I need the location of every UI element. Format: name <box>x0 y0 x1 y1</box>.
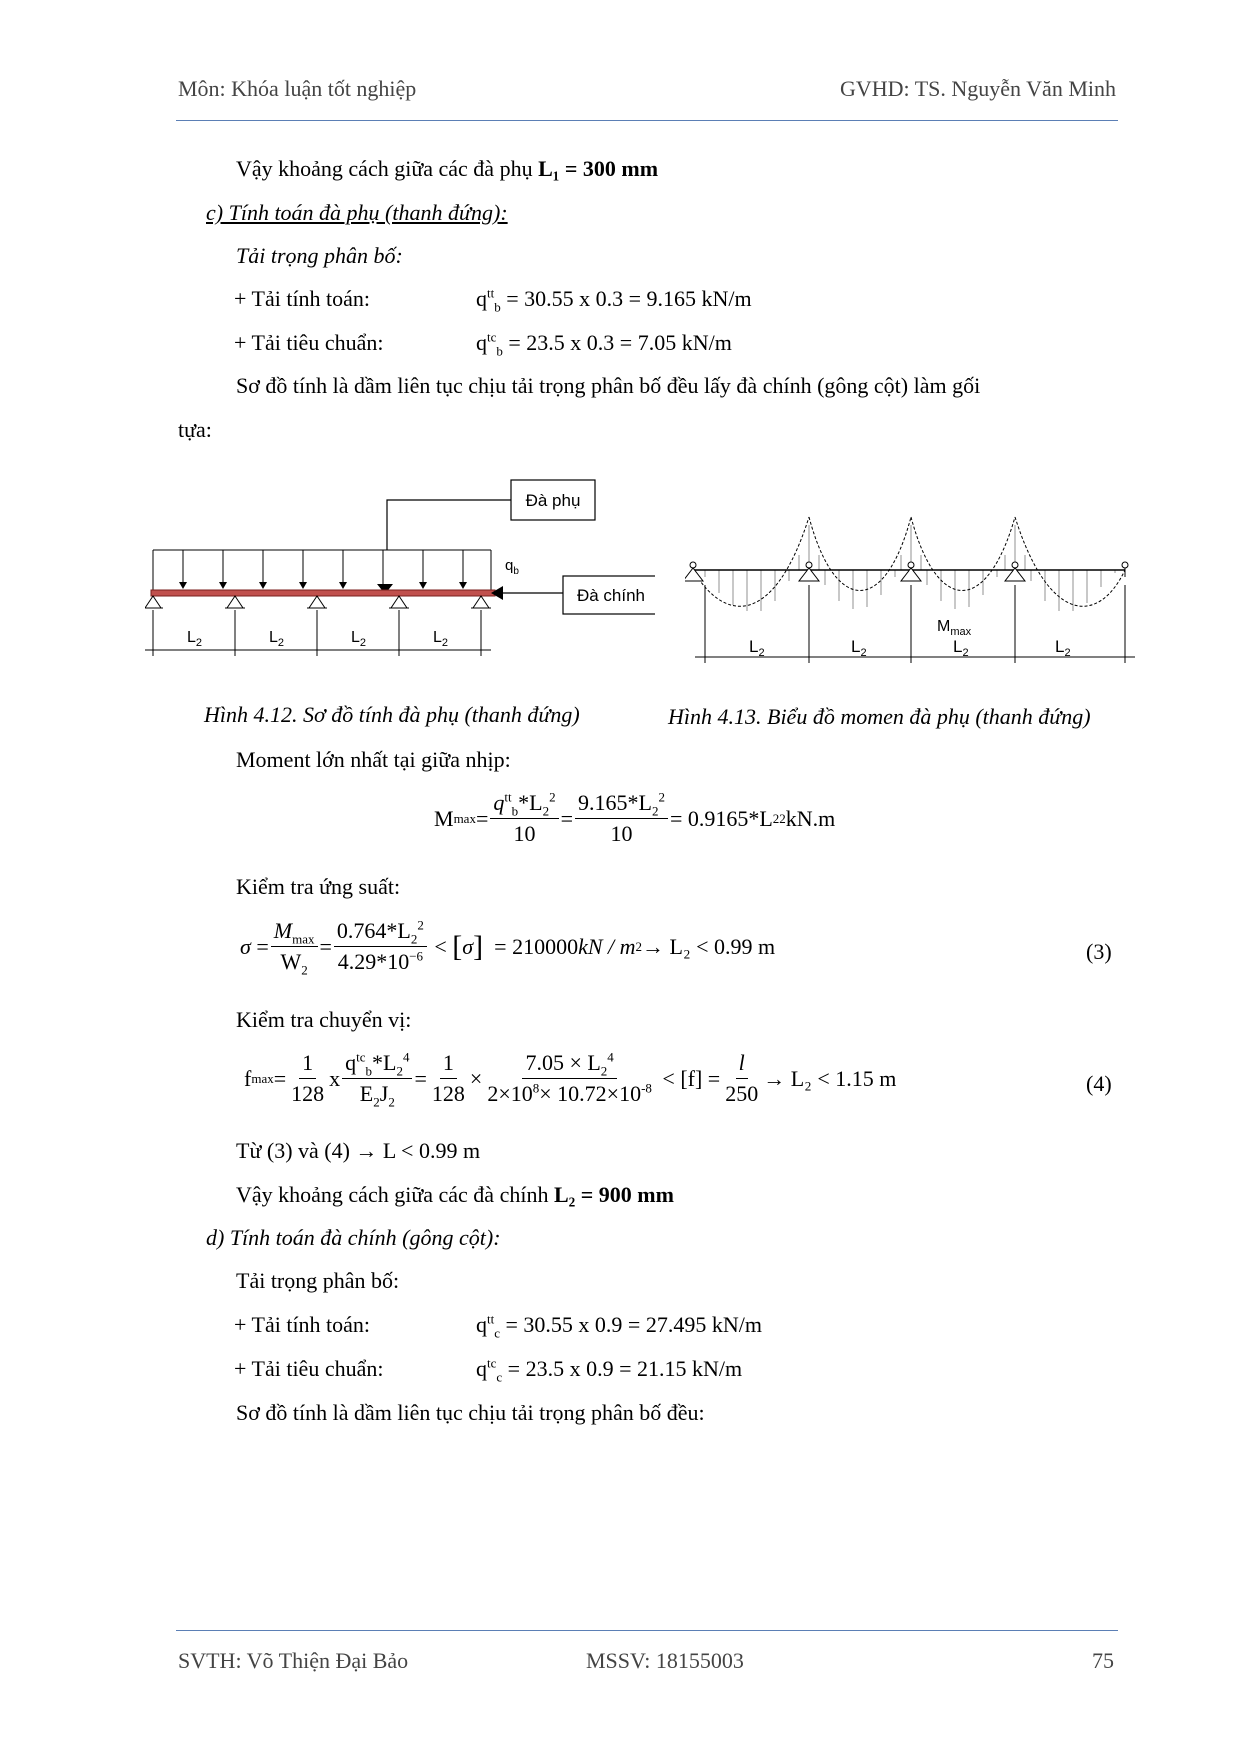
stress-fraction-2 <box>334 918 427 975</box>
l-sub: 2 <box>651 803 659 819</box>
deflection-fraction-4 <box>484 1050 655 1107</box>
supports <box>685 562 1128 581</box>
den: 128 <box>431 1081 465 1106</box>
equation-number-4: (4) <box>1086 1071 1112 1096</box>
supports <box>145 596 491 608</box>
scheme-c-line1: Sơ đồ tính là dầm liên tục chịu tải trọng phân bố đều lấy đà chính (gông cột) làm gối <box>236 373 981 398</box>
num-rest: *L <box>518 790 543 815</box>
l-sub: 2 <box>542 803 550 819</box>
span-label-3: $L_2$ <box>953 637 969 659</box>
equation-number-3: (3) <box>1086 939 1112 964</box>
d-calc-label: + Tải tính toán: <box>234 1312 371 1337</box>
c-std-label: + Tải tiêu chuẩn: <box>234 330 384 355</box>
load-title-d: Tải trọng phân bố: <box>236 1268 400 1293</box>
l1-value: L₁ = 300 mm <box>538 156 659 181</box>
l-sup: 2 <box>549 789 556 805</box>
figure-4-13 <box>685 515 1155 675</box>
figure-4-13-caption: Hình 4.13. Biểu đồ momen đà phụ (thanh đứng) <box>668 704 1091 729</box>
den-sub: 2 <box>301 962 308 978</box>
num: 1 <box>299 1050 316 1079</box>
den: 250 <box>725 1081 759 1106</box>
den: W <box>280 949 302 974</box>
equation-stress: σ = $\frac{M_{max}}{W_2}$ = $\frac{0.764*L_2^2}{4.29*10^{-6}}$ < [ σ ] = 210000 kN / m 2 → L₂ < 0.99 m <box>240 917 776 978</box>
span-label-1: $L_2$ <box>749 637 765 659</box>
l-sub: 2 <box>410 931 418 947</box>
label-da-phu: Đà phụ <box>525 491 581 510</box>
c-calc-label: + Tải tính toán: <box>234 286 371 311</box>
q-symbol: q <box>476 286 487 311</box>
l-sup: 4 <box>607 1049 614 1065</box>
c-std-value <box>476 329 732 359</box>
f-symbol: f <box>244 1065 252 1091</box>
stress-value: = 210000 <box>494 933 579 959</box>
scheme-c-line2: tựa: <box>178 417 212 442</box>
l1-prefix: Vậy khoảng cách giữa các đà phụ <box>236 156 539 181</box>
q-sup: tt <box>504 789 512 805</box>
deflection-fraction-3 <box>429 1050 468 1107</box>
stress-unit: kN / m <box>578 933 636 959</box>
q-sub: c <box>494 1325 501 1341</box>
label-qb: $q_b$ <box>505 557 519 577</box>
d-std-value <box>476 1355 743 1385</box>
q-sup: tt <box>487 1311 495 1327</box>
num: l <box>736 1050 748 1079</box>
span-label-1: $L_2$ <box>187 629 203 649</box>
num-sub: max <box>292 931 315 947</box>
deflection-intro: Kiểm tra chuyển vị: <box>236 1007 412 1032</box>
footer-rule <box>176 1630 1118 1631</box>
m-symbol: M <box>434 805 454 831</box>
footer-left: SVTH: Võ Thiện Đại Bảo <box>178 1648 409 1673</box>
deflection-fraction-1 <box>288 1050 327 1107</box>
q-sub: b <box>494 299 501 315</box>
l-sup: 2 <box>417 917 424 933</box>
num: 7.05 × L <box>525 1050 601 1075</box>
span-label-4: $L_2$ <box>433 629 449 649</box>
span-label-2: $L_2$ <box>851 637 867 659</box>
num: M <box>273 918 293 943</box>
q-sub: c <box>496 1369 503 1385</box>
e-sub: 2 <box>373 1094 380 1110</box>
equation-moment: M max = $\frac{q^{tt}_b*L_2^2}{10}$ = $\frac{9.165*L_2^2}{10}$ = 0.9165*L 2 2 kN.m <box>434 789 836 846</box>
span-label-4: $L_2$ <box>1055 637 1071 659</box>
moment-intro: Moment lớn nhất tại giữa nhịp: <box>236 747 511 772</box>
header-right: GVHD: TS. Nguyễn Văn Minh <box>839 76 1116 101</box>
times-sign-2: × <box>469 1065 483 1091</box>
q-symbol: q <box>345 1050 357 1075</box>
header-rule <box>176 120 1118 121</box>
load-title-c: Tải trọng phân bố: <box>236 243 403 268</box>
q-symbol: q <box>476 1356 487 1381</box>
load-distribution <box>153 550 491 590</box>
num: 1 <box>440 1050 457 1079</box>
q-sup: tc <box>356 1049 366 1065</box>
l2-value: L₂ = 900 mm <box>553 1182 674 1207</box>
stress-intro: Kiểm tra ứng suất: <box>236 874 401 899</box>
q-sub: b <box>511 803 519 819</box>
deflection-result: → L₂ < 1.15 m <box>763 1065 897 1091</box>
l-sup: 2 <box>658 789 665 805</box>
moment-fraction-2 <box>575 790 668 847</box>
l-sup: 4 <box>402 1049 410 1065</box>
deflection-fraction-5 <box>722 1050 761 1107</box>
moment-curve <box>693 517 1125 606</box>
label-da-chinh: Đà chính <box>576 586 646 605</box>
e-symbol: E <box>359 1081 374 1106</box>
q-symbol: q <box>476 1312 487 1337</box>
q-expr: = 23.5 x 0.3 = 7.05 kN/m <box>502 330 732 355</box>
times-sign: x <box>329 1065 341 1091</box>
q-expr: = 30.55 x 0.9 = 27.495 kN/m <box>500 1312 762 1337</box>
j-symbol: J <box>379 1081 389 1106</box>
den-b: × 10.72×10 <box>539 1081 642 1106</box>
unit: kN.m <box>785 805 836 831</box>
q-symbol: q <box>493 790 505 815</box>
num: 0.764*L <box>336 918 411 943</box>
l-sub: 2 <box>600 1063 608 1079</box>
den: 4.29*10 <box>337 949 410 974</box>
l1-conclusion <box>236 156 658 182</box>
allowable-deflection: < [f] = <box>662 1065 721 1091</box>
scheme-d: Sơ đồ tính là dầm liên tục chịu tải trọng phân bố đều: <box>236 1400 705 1425</box>
c-calc-value <box>476 285 752 315</box>
heading-c: c) Tính toán đà phụ (thanh đứng): <box>206 200 508 225</box>
figure-4-12 <box>145 470 655 670</box>
q-sub: b <box>496 343 503 359</box>
l2-conclusion <box>236 1182 674 1208</box>
den-sup-a: 8 <box>532 1080 540 1096</box>
q-expr: = 23.5 x 0.9 = 21.15 kN/m <box>502 1356 743 1381</box>
q-sup: tt <box>487 285 495 301</box>
q-symbol: q <box>476 330 487 355</box>
deflection-fraction-2 <box>342 1049 412 1110</box>
beam <box>151 590 495 596</box>
q-sup: tc <box>487 1355 497 1371</box>
heading-d: d) Tính toán đà chính (gông cột): <box>206 1225 501 1250</box>
den-a: 2×10 <box>487 1081 533 1106</box>
num-rest: *L <box>372 1050 397 1075</box>
den: 128 <box>291 1081 325 1106</box>
conclusion-3-4: Từ (3) và (4) → L < 0.99 m <box>236 1138 481 1163</box>
moment-fraction-1 <box>490 790 558 847</box>
l2-prefix: Vậy khoảng cách giữa các đà chính <box>236 1182 554 1207</box>
leader-da-phu <box>387 500 511 550</box>
l-sub: 2 <box>396 1063 403 1079</box>
q-expr: = 30.55 x 0.3 = 9.165 kN/m <box>500 286 752 311</box>
d-std-label: + Tải tiêu chuẩn: <box>234 1356 384 1381</box>
stress-fraction-1 <box>271 918 318 978</box>
q-sup: tc <box>487 329 497 345</box>
j-sub: 2 <box>388 1094 395 1110</box>
figure-4-12-caption: Hình 4.12. Sơ đồ tính đà phụ (thanh đứng) <box>204 702 580 727</box>
header-left: Môn: Khóa luận tốt nghiệp <box>178 76 417 101</box>
stress-result: → L₂ < 0.99 m <box>642 933 776 959</box>
allowable-stress: σ <box>462 933 474 959</box>
sigma-symbol: σ <box>240 933 251 959</box>
moment-result: = 0.9165*L <box>669 805 773 831</box>
den-sup: −6 <box>409 948 424 964</box>
span-label-2: $L_2$ <box>269 629 285 649</box>
den: 10 <box>513 821 536 846</box>
q-sub: b <box>365 1063 373 1079</box>
footer-center: MSSV: 18155003 <box>586 1648 744 1673</box>
den-sup-b: -8 <box>641 1080 652 1096</box>
d-calc-value <box>476 1311 762 1341</box>
equation-deflection: f max = $\frac{1}{128}$ x $\frac{q^{tc}_b*L_2^4}{E_2J_2}$ = $\frac{1}{128}$ × $\frac{7.05 \times L_2^4}{2\times 10^8\times 10.72\times 10^{-8}}$ < [f] = $\frac{l}{250}$ → L₂ < 1.15 m <box>244 1049 897 1110</box>
span-label-3: $L_2$ <box>351 629 367 649</box>
num: 9.165*L <box>577 790 652 815</box>
mmax-label: $M_{max}$ <box>937 618 972 638</box>
page-number: 75 <box>1092 1648 1114 1673</box>
den: 10 <box>610 821 633 846</box>
